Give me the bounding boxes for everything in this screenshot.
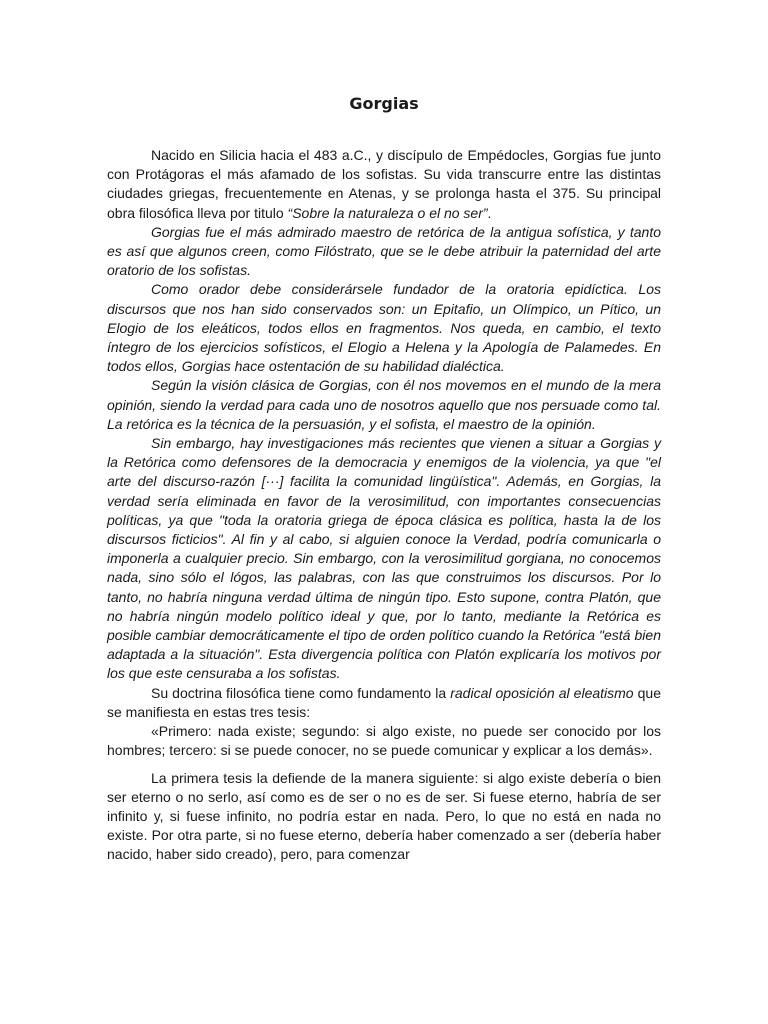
paragraph-text: Gorgias fue el más admirado maestro de retórica de la antigua sofística, y tanto es así que algunos creen, como Filóstrato, que se le debe atribuir la paternidad del arte oratorio de los sofistas. <box>107 223 661 279</box>
paragraph-text: Como orador debe considerársele fundador de la oratoria epidíctica. Los discursos que nos han sido conservados son: un Epitafio, un Olímpico, un Pítico, un Elogio de los eleáticos, todos ellos en fragmentos. Nos queda, en cambio, el texto íntegro de los ejercicios sofísticos, el Elogio a Helena y la Apología de Palamedes. En todos ellos, Gorgias hace ostentación de su habilidad dialéctica. <box>107 281 661 375</box>
paragraph-orator <box>107 280 661 376</box>
paragraph-text: . <box>487 204 492 221</box>
paragraph-recent-research <box>107 434 661 684</box>
paragraph-text: que se manifiesta en estas tres tesis: <box>107 684 662 720</box>
paragraph-text: Su doctrina filosófica tiene como fundamento la <box>151 684 451 701</box>
paragraph-doctrine <box>107 684 661 722</box>
document-title: Gorgias <box>349 94 419 113</box>
paragraph-three-theses-quote <box>107 722 661 760</box>
paragraph-text-italic: radical oposición al eleatismo <box>450 684 634 701</box>
document-body <box>107 146 661 865</box>
paragraph-text: Según la visión clásica de Gorgias, con él nos movemos en el mundo de la mera opinión, siendo la verdad para cada uno de nosotros aquello que nos persuade como tal. La retórica es la técnica de la persuasión, y el sofista, el maestro de la opinión. <box>107 377 661 432</box>
paragraph-classic-vision <box>107 376 661 434</box>
paragraph-text: «Primero: nada existe; segundo: si algo existe, no puede ser conocido por los hombres; tercero: si se puede conocer, no se puede comunicar y explicar a los demás». <box>107 723 661 759</box>
paragraph-text-italic: “Sobre la naturaleza o el no ser” <box>287 204 488 221</box>
paragraph-rhetoric-master <box>107 223 661 281</box>
paragraph-text: La primera tesis la defiende de la manera siguiente: si algo existe debería o bien ser eterno o no serlo, así como es de ser o no es de ser. Si fuese eterno, habría de ser infinito y, si fuese infinito, no podría estar en nada. Pero, lo que no está en nada no existe. Por otra parte, si no fuese eterno, debería haber comenzado a ser (debería haber nacido, haber sido creado), pero, para comenzar <box>107 769 661 863</box>
paragraph-text: Nacido en Silicia hacia el 483 a.C., y discípulo de Empédocles, Gorgias fue junto con Protágoras el más afamado de los sofistas. Su vida transcurre entre las distintas ciudades griegas, frecuentemente en Atenas, y se prolonga hasta el 375. Su principal obra filosófica lleva por titulo <box>107 147 661 221</box>
paragraph-text: Sin embargo, hay investigaciones más recientes que vienen a situar a Gorgias y la Retórica como defensores de la democracia y enemigos de la violencia, ya que "el arte del discurso-razón [···] facilita la comunidad lingüística". Además, en Gorgias, la verdad sería eliminada en favor de la verosimilitud, con importantes consecuencias políticas, ya que "toda la oratoria griega de época clásica es política, hasta la de los discursos ficticios". Al fin y al cabo, si alguien conoce la Verdad, podría comunicarla o imponerla a cualquier precio. Sin embargo, con la verosimilitud gorgiana, no conocemos nada, sino sólo el lógos, las palabras, con las que construimos los discursos. Por lo tanto, no habría ninguna verdad última de ningún tipo. Esto supone, contra Platón, que no habría ningún modelo político ideal y que, por lo tanto, mediante la Retórica es posible cambiar democráticamente el tipo de orden político cuando la Retórica "está bien adaptada a la situación". Esta divergencia política con Platón explicaría los motivos por los que este censuraba a los sofistas. <box>107 435 661 682</box>
paragraph-first-thesis <box>107 769 661 865</box>
paragraph-birth-and-life <box>107 146 661 223</box>
